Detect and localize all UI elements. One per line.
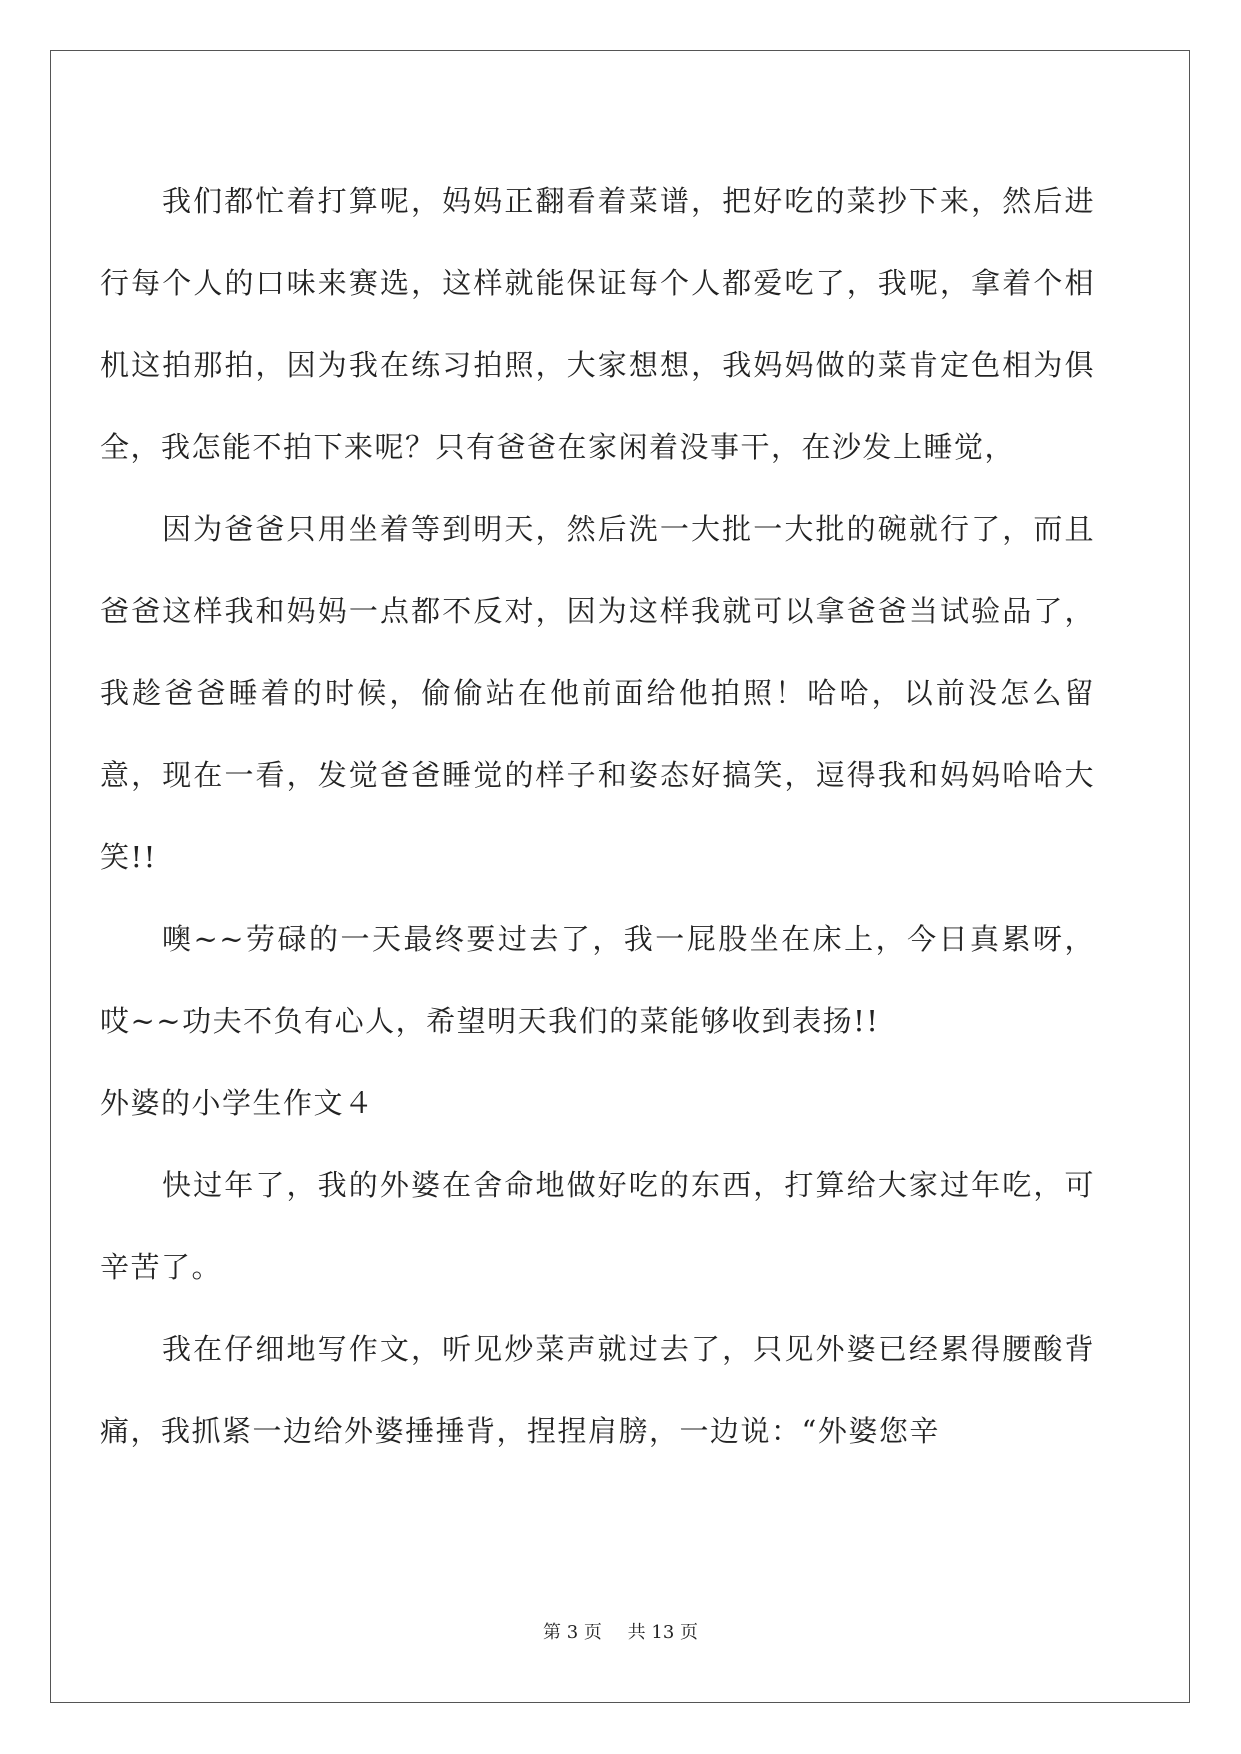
page-footer	[0, 1618, 1241, 1644]
document-body	[100, 160, 1095, 1472]
paragraph-4: 快过年了，我的外婆在舍命地做好吃的东西，打算给大家过年吃，可辛苦了。	[100, 1168, 1095, 1284]
paragraph-3: 噢~~劳碌的一天最终要过去了，我一屁股坐在床上，今日真累呀，哎~~功夫不负有心人，希望明天我们的菜能够收到表扬!!	[100, 922, 1095, 1038]
paragraph-5: 我在仔细地写作文，听见炒菜声就过去了，只见外婆已经累得腰酸背痛，我抓紧一边给外婆捶捶背，捏捏肩膀，一边说：“外婆您辛	[100, 1332, 1095, 1448]
page-total: 共 13 页	[627, 1622, 698, 1643]
page-number: 第 3 页	[543, 1622, 602, 1643]
paragraph-1: 我们都忙着打算呢，妈妈正翻看着菜谱，把好吃的菜抄下来，然后进行每个人的口味来赛选，这样就能保证每个人都爱吃了，我呢，拿着个相机这拍那拍，因为我在练习拍照，大家想想，我妈妈做的菜肯定色相为俱全，我怎能不拍下来呢？只有爸爸在家闲着没事干，在沙发上睡觉，	[100, 184, 1095, 464]
section-heading: 外婆的小学生作文４	[100, 1086, 375, 1120]
paragraph-2: 因为爸爸只用坐着等到明天，然后洗一大批一大批的碗就行了，而且爸爸这样我和妈妈一点都不反对，因为这样我就可以拿爸爸当试验品了，我趁爸爸睡着的时候，偷偷站在他前面给他拍照！哈哈，以前没怎么留意，现在一看，发觉爸爸睡觉的样子和姿态好搞笑，逗得我和妈妈哈哈大笑!!	[100, 512, 1095, 874]
